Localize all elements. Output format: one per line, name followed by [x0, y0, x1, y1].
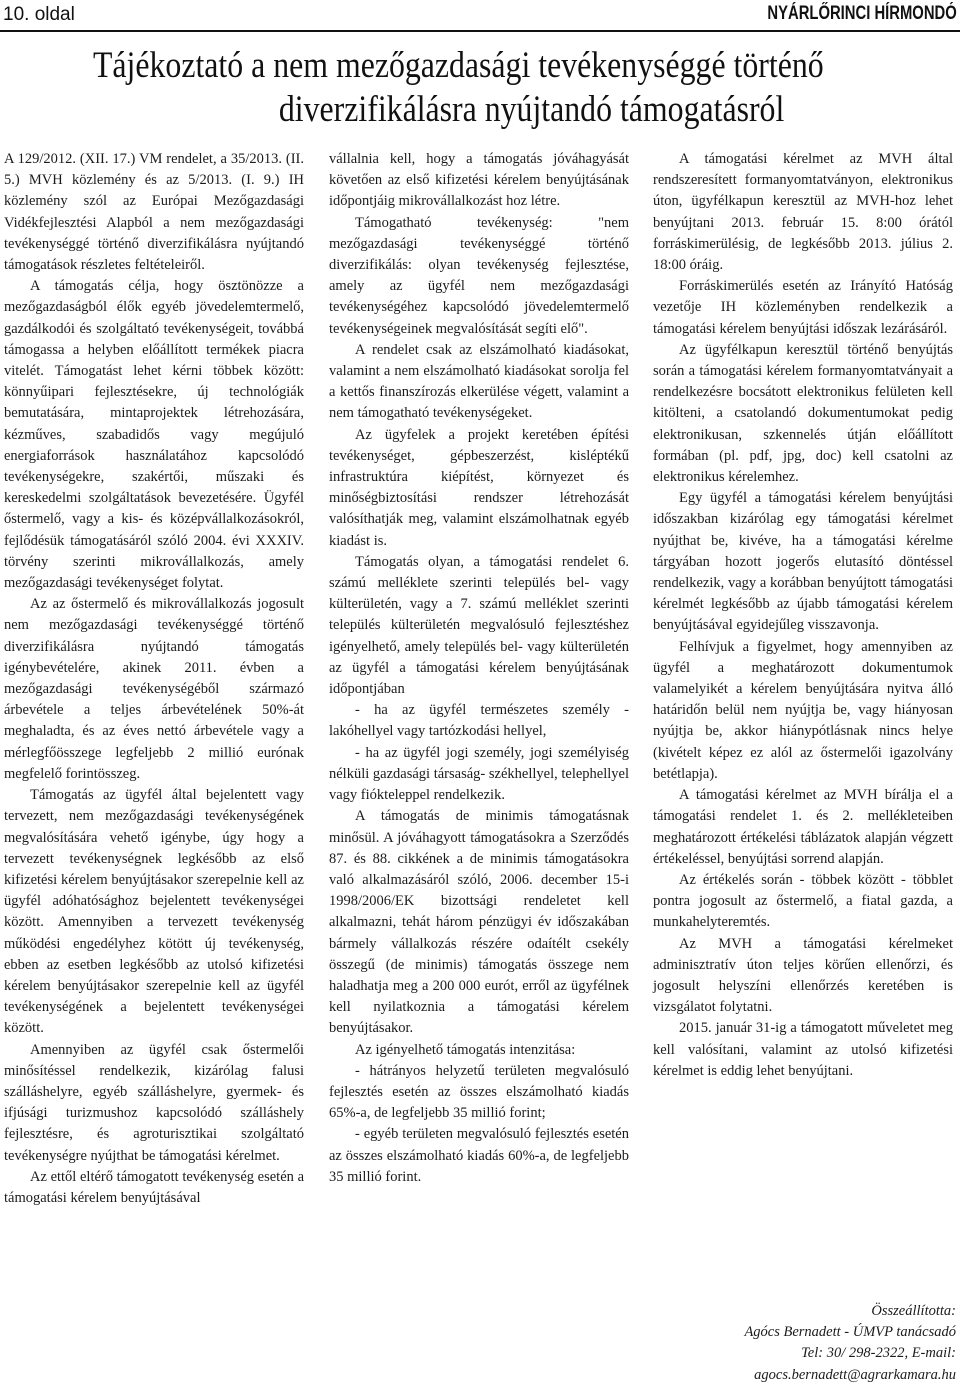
page-header	[0, 0, 960, 36]
article-title	[67, 44, 893, 132]
signature-email[interactable]: agocs.bernadett@agrarkamara.hu	[754, 1366, 956, 1383]
paragraph: - hátrányos helyzetű területen megvalósuló fejlesztés esetén az összes elszámolható kiadás 65%-a, de legfeljebb 35 millió forint;	[329, 1062, 629, 1122]
article-column-3	[653, 149, 953, 1082]
article-title-line-1: Tájékoztató a nem mezőgazdasági tevékenységgé történő	[92, 45, 824, 86]
paragraph: Támogatható tevékenység: "nem mezőgazdasági tevékenységgé történő diverzifikálás: olyan tevékenység fejlesztése, amely az ügyfél nem mezőgazdasági tevékenységéhez kapcsolódó jövedelemtermelő tevékenységeinek megvalósítását segíti elő".	[329, 214, 629, 337]
paragraph: Az ügyfelek a projekt keretében építési tevékenységet, gépbeszerzést, kisléptékű infrastruktúra kiépítést, környezet és minőségbiztosítási rendszer létrehozását valósíthatják meg, valamint elszámolhatnak egyéb kiadást is.	[329, 426, 629, 549]
paragraph: A támogatási kérelmet az MVH által rendszeresített formanyomtatványon, elektronikus úton, ügyfélkapun keresztül az MVH-hoz lehet benyújtani 2013. február 15. 8:00 órától forráskimerülésig, de legkésőbb 2013. július 2. 18:00 óráig.	[653, 151, 953, 274]
paragraph: Felhívjuk a figyelmet, hogy amennyiben az ügyfél a meghatározott dokumentumok valamelyikét a kérelem benyújtására nyitva álló határidőn belül nem nyújtja be, vagy hiányosan nyújtja be, akkor hiánypótlásnak nincs helye (kivételt képez ez alól az őstermelői igazolvány betétlapja).	[653, 638, 953, 782]
paragraph: Az értékelés során - többek között - többlet pontra jogosult az őstermelő, a fiatal gazda, a munkahelyteremtés.	[653, 871, 953, 931]
paragraph: Amennyiben az ügyfél csak őstermelői minősítéssel rendelkezik, kizárólag falusi szálláshelyre, egyéb szálláshelyre, gyermek- és ifjúsági turizmushoz kapcsolódó szálláshely fejlesztésre, és agroturisztikai szolgáltató tevékenységre nyújthat be támogatási kérelmet.	[4, 1041, 304, 1164]
signature-phone: Tel: 30/ 298-2322, E-mail:	[801, 1345, 956, 1362]
paragraph: Az az őstermelő és mikrovállalkozás jogosult nem mezőgazdasági tevékenységgé történő diverzifikálásra nyújtandó támogatás igénybevételére, akinek 2011. évben a mezőgazdasági tevékenységéből származó árbevétele a teljes árbevételének 50%-át meghaladta, és az éves nettó árbevétele vagy a mérlegfőösszege legfeljebb 2 millió eurónak megfelelő forintösszeg.	[4, 596, 304, 782]
page-number: 10. oldal	[3, 4, 75, 25]
paragraph: Az MVH a támogatási kérelmeket adminisztratív úton teljes körűen ellenőrzi, és jogosult helyszíni ellenőrzés keretében is vizsgálatot folytatni.	[653, 935, 953, 1016]
author-signature	[744, 1301, 956, 1386]
article-column-2	[329, 149, 629, 1188]
paragraph: Forráskimerülés esetén az Irányító Hatóság vezetője IH közleményben rendelkezik a támogatási kérelem benyújtási időszak lezárásáról.	[653, 278, 953, 337]
paragraph: vállalnia kell, hogy a támogatás jóváhagyását követően az első kifizetési kérelem benyújtásának időpontjáig mikrovállalkozást hoz létre.	[329, 151, 629, 210]
paragraph: 2015. január 31-ig a támogatott műveletet meg kell valósítani, valamint az utolsó kifizetési kérelmet is eddig lehet benyújtani.	[653, 1020, 953, 1079]
paragraph: - egyéb területen megvalósuló fejlesztés esetén az összes elszámolható kiadás 60%-a, de legfeljebb 35 millió forint.	[329, 1126, 629, 1185]
paragraph: A támogatási kérelmet az MVH bírálja el a támogatási rendelet 1. és 2. mellékleteiben meghatározott értékelési táblázatok alapján végzett értékeléssel, benyújtási sorrend alapján.	[653, 787, 953, 867]
paragraph: - ha az ügyfél jogi személy, jogi személyiség nélküli gazdasági társaság- székhellyel, telephellyel vagy fiókteleppel rendelkezik.	[329, 744, 629, 804]
paragraph: - ha az ügyfél természetes személy - lakóhellyel vagy tartózkodási hellyel,	[329, 702, 629, 740]
paragraph: A támogatás célja, hogy ösztönözze a mezőgazdaságból élők egyéb jövedelemtermelő, gazdálkodói és szolgáltató tevékenységeit, továbbá támogassa a helyben előállított termékek piacra vitelét. Támogatást lehet kérni többek között: könnyűipari fejlesztésekre, új technológiák bemutatására, mintaprojektek létrehozására, kézműves, szabadidős vagy megújuló energiaforrások használatához kapcsolódó tevékenységekre, szakértői, műszaki és kereskedelmi szolgáltatások bevezetésére. Ügyfél őstermelő, vagy a kis- és középvállalkozásokról, fejlődésük támogatásáról szóló 2004. évi XXXIV. törvény szerinti mikrovállalkozás, amely mezőgazdasági tevékenységet folytat.	[4, 278, 304, 592]
publication-name: NYÁRLŐRINCI HÍRMONDÓ	[767, 3, 957, 24]
header-rule	[0, 30, 960, 32]
paragraph: Az igényelhető támogatás intenzitása:	[355, 1041, 576, 1058]
paragraph: A támogatás de minimis támogatásnak minősül. A jóváhagyott támogatásokra a Szerződés 87. és 88. cikkének a de minimis támogatásokra való alkalmazásáról szóló, 2006. december 15-i 1998/2006/EK bizottsági rendeletet kell alkalmazni, tehát három pénzügyi év időszakában bármely vállalkozás részére odaítélt csekély összegű (de minimis) támogatás összege nem haladhatja meg a 200 000 eurót, erről az ügyfélnek kell nyilatkoznia a támogatási kérelem benyújtásakor.	[329, 808, 629, 1037]
signature-label: Összeállította:	[871, 1303, 956, 1319]
paragraph: Az ügyfélkapun keresztül történő benyújtás során a támogatási kérelem formanyomtatványait a rendelkezésre bocsátott elektronikus felületen kell kitölteni, a csatolandó dokumentumokat pedig elektronikusan, szkennelés útján előállított formában (pl. pdf, jpg, doc) kell csatolni az elektronikus kérelemhez.	[653, 341, 953, 486]
paragraph: Egy ügyfél a támogatási kérelem benyújtási időszakban kizárólag egy támogatási kérelmet nyújthat be, kivéve, ha a támogatási kérelme tárgyában hozott jogerős elutasító döntéssel rendelkezik, vagy a korábban benyújtott támogatási kérelmét legkésőbb az újabb támogatási kérelem benyújtásával egyidejűleg visszavonja.	[653, 490, 953, 634]
paragraph: Támogatás olyan, a támogatási rendelet 6. számú melléklete szerinti település bel- vagy külterületén, vagy a 7. számú melléklet szerinti település külterületén megvalósuló fejlesztéshez igényelhető, amely település bel- vagy külterületén az ügyfél a támogatási kérelem benyújtásának időpontjában	[329, 553, 629, 698]
article-column-1	[4, 149, 304, 1209]
paragraph: Támogatás az ügyfél által bejelentett vagy tervezett, nem mezőgazdasági tevékenységének megvalósítására vehető igénybe, úgy hogy a tervezett tevékenységnek legkésőbb az első kifizetési kérelem benyújtásakor szerepelnie kell az ügyfél adóhatósághoz bejelentett tevékenységei között. Amennyiben a tervezett tevékenység működési engedélyhez kötött új tevékenység, ebben az esetben legkésőbb az utolsó kifizetési kérelem benyújtásakor szerepelnie kell az ügyfél tevékenységének a bejelentett tevékenységei között.	[4, 787, 304, 1037]
signature-name: Agócs Bernadett - ÚMVP tanácsadó	[744, 1324, 956, 1341]
paragraph: A 129/2012. (XII. 17.) VM rendelet, a 35/2013. (II. 5.) MVH közlemény és az 5/2013. (I. 9.) IH közlemény szól az Európai Mezőgazdasági Vidékfejlesztési Alapból a nem mezőgazdasági tevékenységgé történő diverzifikálásra nyújtandó támogatások részletes feltételeiről.	[4, 151, 304, 274]
paragraph: A rendelet csak az elszámolható kiadásokat, valamint a nem elszámolható kiadásokat sorolja fel a kettős finanszírozás elkerülése végett, valamint a nem támogatható tevékenységeket.	[329, 341, 629, 422]
article-title-line-2: diverzifikálásra nyújtandó támogatásról	[278, 89, 785, 130]
paragraph: Az ettől eltérő támogatott tevékenység esetén a támogatási kérelem benyújtásával	[4, 1168, 304, 1206]
